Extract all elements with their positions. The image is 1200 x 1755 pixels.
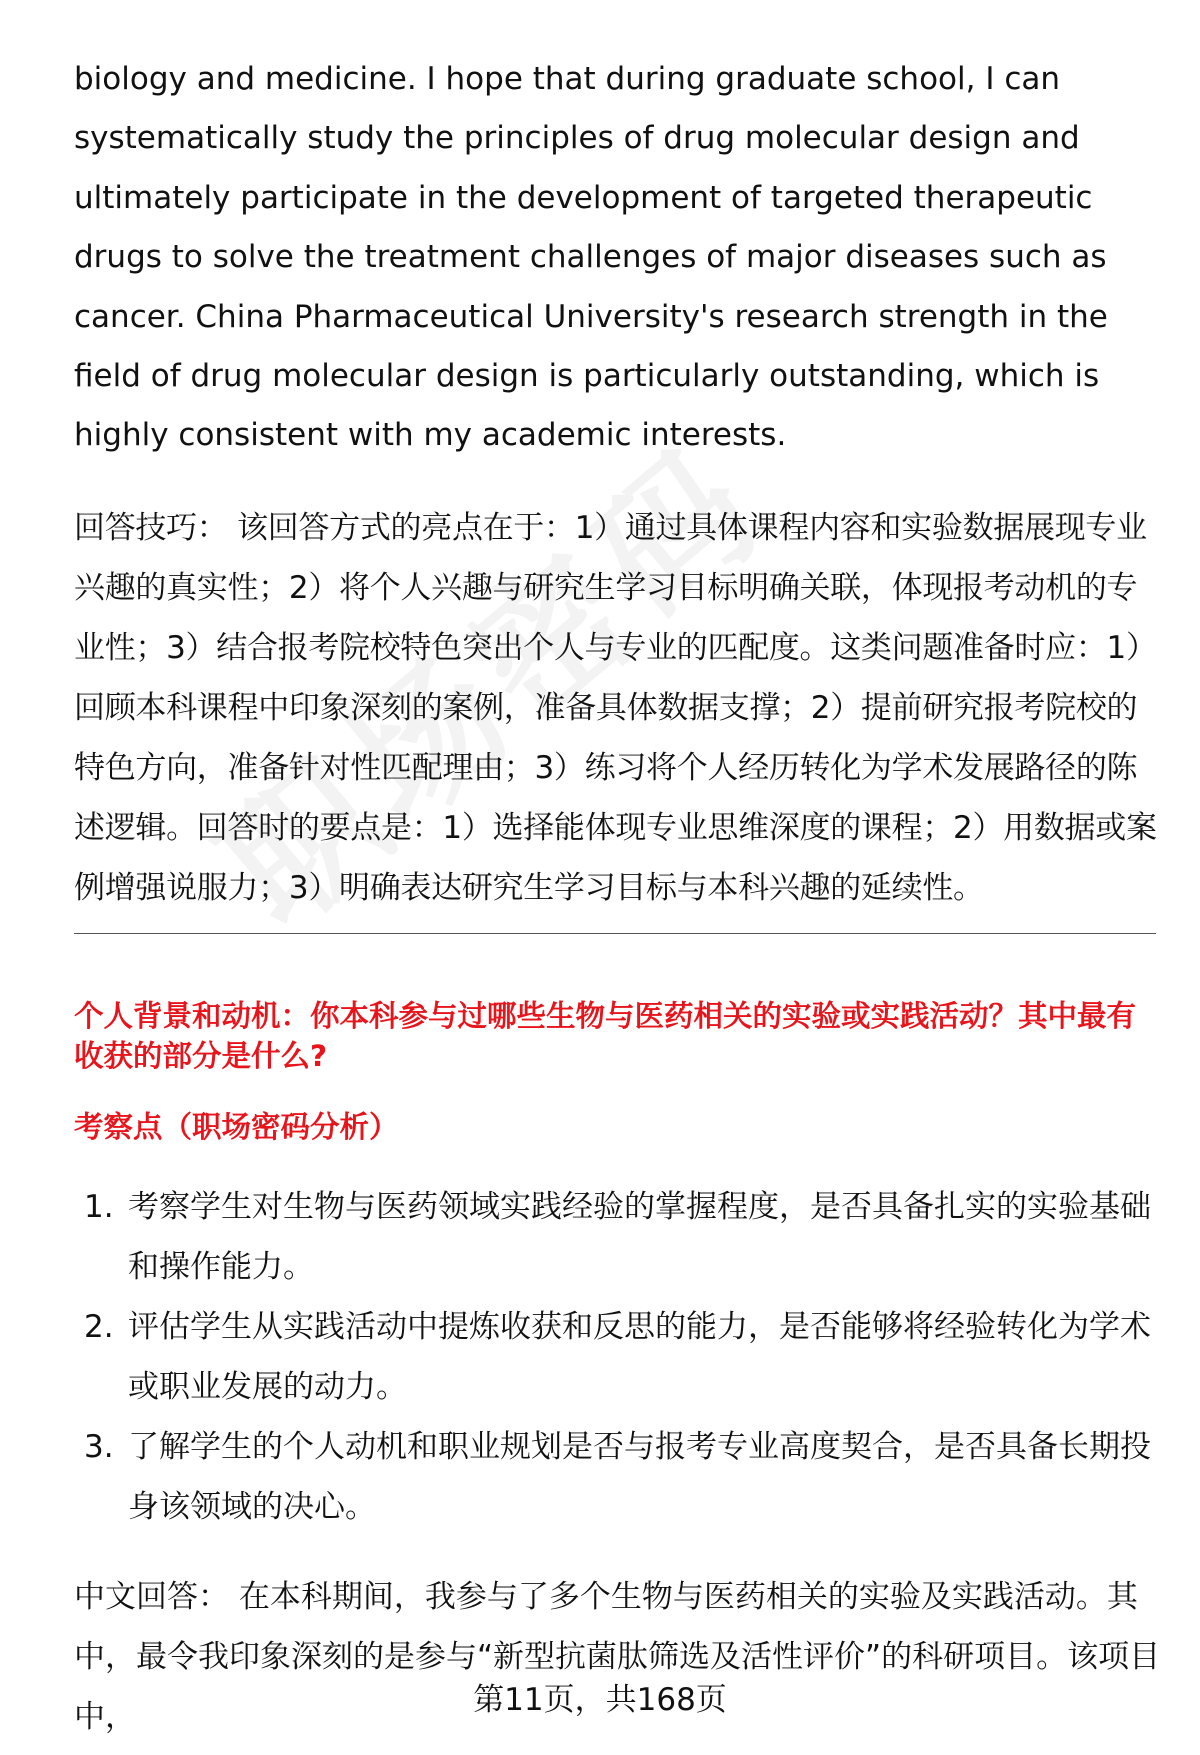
list-item	[74, 1297, 1164, 1417]
evaluation-points-list	[74, 1177, 1164, 1537]
list-item-number: 1.	[84, 1189, 114, 1225]
list-item	[74, 1177, 1164, 1297]
section-divider	[74, 933, 1156, 934]
chinese-answer-paragraph: 中文回答： 在本科期间，我参与了多个生物与医药相关的实验及实践活动。其中，最令我印象深刻的是参与“新型抗菌肽筛选及活性评价”的科研项目。该项目中，	[74, 1579, 1161, 1735]
answer-tips-paragraph: 回答技巧： 该回答方式的亮点在于：1）通过具体课程内容和实验数据展现专业兴趣的真实性；2）将个人兴趣与研究生学习目标明确关联，体现报考动机的专业性；3）结合报考院校特色突出个人与专业的匹配度。这类问题准备时应：1）回顾本科课程中印象深刻的案例，准备具体数据支撑；2）提前研究报考院校的特色方向，准备针对性匹配理由；3）练习将个人经历转化为学术发展路径的陈述逻辑。回答时的要点是：1）选择能体现专业思维深度的课程；2）用数据或案例增强说服力；3）明确表达研究生学习目标与本科兴趣的延续性。	[74, 510, 1157, 906]
list-item-text: 评估学生从实践活动中提炼收获和反思的能力，是否能够将经验转化为学术或职业发展的动力。	[128, 1309, 1151, 1405]
list-item-text: 了解学生的个人动机和职业规划是否与报考专业高度契合，是否具备长期投身该领域的决心。	[128, 1429, 1151, 1525]
page-footer: 第11页，共168页	[473, 1682, 727, 1718]
english-paragraph: biology and medicine. I hope that during graduate school, I can systematically study the principles of drug molecular design and ultimately participate in the development of targeted therapeutic drugs to solve the treatment challenges of major diseases such as cancer. China Pharmaceutical University's research strength in the field of drug molecular design is particularly outstanding, which is highly consistent with my academic interests.	[74, 61, 1108, 454]
list-item	[74, 1417, 1164, 1537]
question-heading: 个人背景和动机：你本科参与过哪些生物与医药相关的实验或实践活动？其中最有收获的部分是什么?	[74, 999, 1137, 1073]
list-item-number: 3.	[84, 1429, 114, 1465]
section-title: 考察点（职场密码分析）	[74, 1110, 399, 1144]
list-item-text: 考察学生对生物与医药领域实践经验的掌握程度，是否具备扎实的实验基础和操作能力。	[128, 1189, 1151, 1285]
list-item-number: 2.	[84, 1309, 114, 1345]
